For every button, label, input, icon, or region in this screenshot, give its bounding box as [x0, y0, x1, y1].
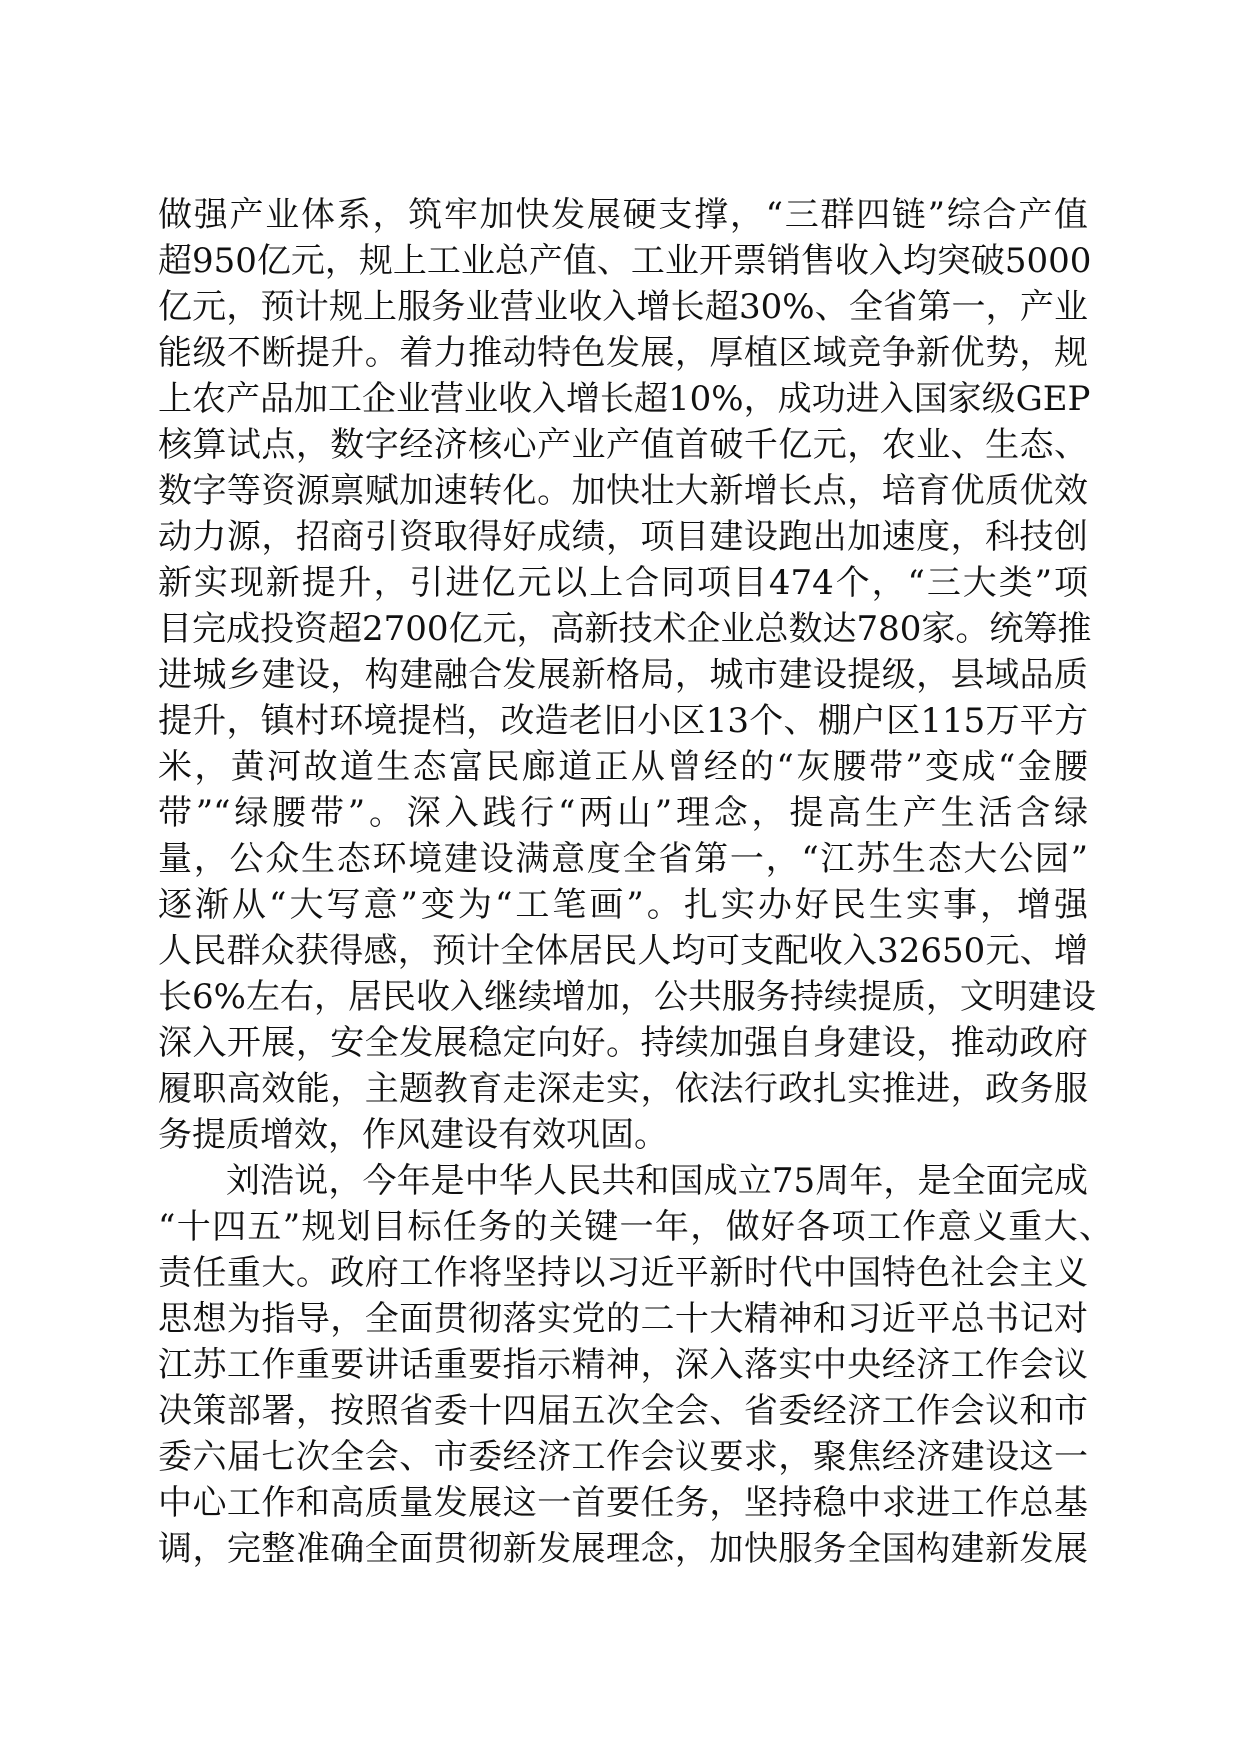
- text-line: 委六届七次全会、市委经济工作会议要求，聚焦经济建设这一: [158, 1437, 1088, 1477]
- text-line: 人民群众获得感，预计全体居民人均可支配收入32650元、增: [158, 931, 1088, 971]
- text-line: 动力源，招商引资取得好成绩，项目建设跑出加速度，科技创: [158, 517, 1088, 557]
- text-line: “十四五”规划目标任务的关键一年，做好各项工作意义重大、: [158, 1207, 1113, 1247]
- text-line: 中心工作和高质量发展这一首要任务，坚持稳中求进工作总基: [158, 1483, 1088, 1523]
- text-line: 亿元，预计规上服务业营业收入增长超30%、全省第一，产业: [158, 287, 1088, 327]
- text-line: 决策部署，按照省委十四届五次全会、省委经济工作会议和市: [158, 1391, 1088, 1431]
- text-line: 逐渐从“大写意”变为“工笔画”。扎实办好民生实事，增强: [158, 885, 1088, 925]
- text-line: 责任重大。政府工作将坚持以习近平新时代中国特色社会主义: [158, 1253, 1088, 1293]
- text-line: 新实现新提升，引进亿元以上合同项目474个，“三大类”项: [158, 563, 1088, 603]
- text-line: 思想为指导，全面贯彻落实党的二十大精神和习近平总书记对: [158, 1299, 1088, 1339]
- text-line: 履职高效能，主题教育走深走实，依法行政扎实推进，政务服: [158, 1069, 1088, 1109]
- text-line: 调，完整准确全面贯彻新发展理念，加快服务全国构建新发展: [158, 1529, 1088, 1569]
- article-body: [158, 192, 1113, 1572]
- text-line: 做强产业体系，筑牢加快发展硬支撑，“三群四链”综合产值: [158, 195, 1088, 235]
- text-line: 进城乡建设，构建融合发展新格局，城市建设提级，县域品质: [158, 655, 1088, 695]
- text-line: 米，黄河故道生态富民廊道正从曾经的“灰腰带”变成“金腰: [158, 747, 1088, 787]
- text-line: 超950亿元，规上工业总产值、工业开票销售收入均突破5000: [158, 241, 1092, 281]
- text-line: 数字等资源禀赋加速转化。加快壮大新增长点，培育优质优效: [158, 471, 1088, 511]
- text-line: 核算试点，数字经济核心产业产值首破千亿元，农业、生态、: [158, 425, 1088, 465]
- text-line: 深入开展，安全发展稳定向好。持续加强自身建设，推动政府: [158, 1023, 1088, 1063]
- text-line: 上农产品加工企业营业收入增长超10%，成功进入国家级GEP: [158, 379, 1091, 419]
- text-line: 长6%左右，居民收入继续增加，公共服务持续提质，文明建设: [158, 977, 1096, 1017]
- paragraph-end-line: 务提质增效，作风建设有效巩固。: [158, 1115, 668, 1155]
- text-line: 目完成投资超2700亿元，高新技术企业总数达780家。统筹推: [158, 609, 1092, 649]
- text-line: 提升，镇村环境提档，改造老旧小区13个、棚户区115万平方: [158, 701, 1088, 741]
- text-line: 江苏工作重要讲话重要指示精神，深入落实中央经济工作会议: [158, 1345, 1088, 1385]
- text-line: 能级不断提升。着力推动特色发展，厚植区域竞争新优势，规: [158, 333, 1088, 373]
- text-line: 带”“绿腰带”。深入践行“两山”理念，提高生产生活含绿: [158, 793, 1088, 833]
- paragraph-start-line: 刘浩说，今年是中华人民共和国成立75周年，是全面完成: [226, 1161, 1088, 1201]
- text-line: 量，公众生态环境建设满意度全省第一，“江苏生态大公园”: [158, 839, 1088, 879]
